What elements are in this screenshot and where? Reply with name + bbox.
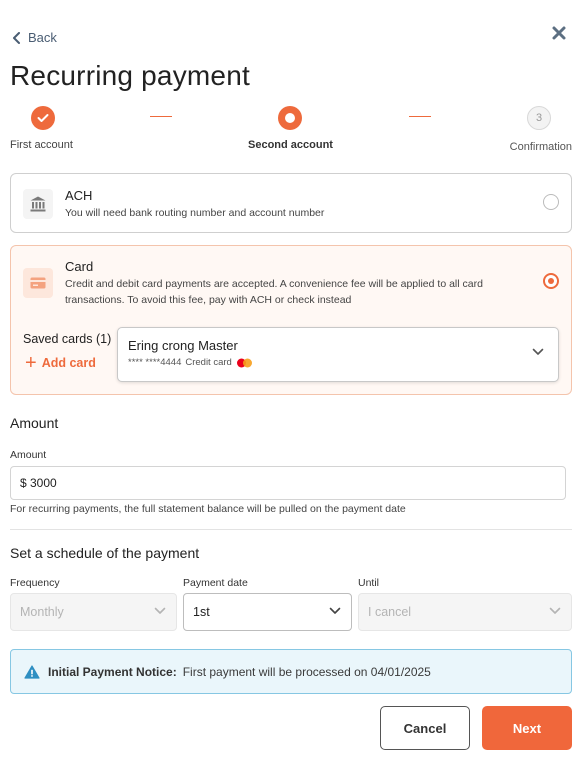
- payment-date-label: Payment date: [183, 577, 248, 589]
- step-connector: [150, 116, 172, 117]
- chevron-down-icon: [329, 607, 341, 615]
- notice-title: Initial Payment Notice:: [48, 664, 177, 679]
- frequency-value: Monthly: [20, 605, 64, 619]
- amount-section-title: Amount: [10, 415, 59, 431]
- payment-method-ach[interactable]: [10, 173, 572, 233]
- next-button[interactable]: Next: [482, 706, 572, 750]
- ach-title: ACH: [65, 188, 93, 203]
- chevron-down-icon: [549, 607, 561, 615]
- chevron-left-icon: [12, 32, 22, 44]
- frequency-label: Frequency: [10, 577, 60, 589]
- bank-icon: [23, 189, 53, 219]
- card-details: [128, 357, 253, 368]
- warning-icon: [24, 665, 40, 679]
- card-type: Credit card: [185, 357, 232, 368]
- step-current-indicator: [278, 106, 302, 130]
- step-number: 3: [527, 106, 551, 130]
- step-connector: [409, 116, 431, 117]
- amount-input[interactable]: $ 3000: [10, 466, 566, 500]
- step-label: Second account: [248, 139, 333, 151]
- step-confirmation: [510, 106, 572, 153]
- payment-date-value: 1st: [193, 605, 210, 619]
- plus-icon: +: [25, 352, 37, 374]
- until-select[interactable]: [358, 593, 572, 631]
- step-completed-check-icon: [31, 106, 55, 130]
- chevron-down-icon: [532, 348, 544, 356]
- until-value: I cancel: [368, 605, 412, 619]
- amount-field-label: Amount: [10, 449, 47, 461]
- frequency-select[interactable]: [10, 593, 177, 631]
- amount-hint: For recurring payments, the full statement balance will be pulled on the payment date: [10, 503, 406, 515]
- step-first-account: [10, 106, 73, 151]
- payment-method-card[interactable]: [10, 245, 572, 395]
- card-radio[interactable]: [543, 273, 559, 289]
- back-label: Back: [28, 30, 57, 45]
- chevron-down-icon: [154, 607, 166, 615]
- section-divider: [10, 529, 572, 530]
- mastercard-icon: [236, 358, 253, 368]
- step-label: First account: [10, 139, 73, 151]
- ach-radio[interactable]: [543, 194, 559, 210]
- add-card-label: Add card: [41, 356, 96, 370]
- saved-cards-count: (1): [95, 332, 112, 346]
- card-description: Credit and debit card payments are accepted. A convenience fee will be applied to all card transactions. To avoid this fee, pay with ACH or check instead: [65, 278, 483, 306]
- payment-date-select[interactable]: [183, 593, 352, 631]
- card-masked-number: **** ****4444: [128, 357, 182, 368]
- close-icon[interactable]: [550, 24, 568, 42]
- notice-text: First payment will be processed on 04/01/2025: [182, 664, 431, 679]
- until-label: Until: [358, 577, 380, 589]
- initial-payment-notice: [10, 649, 572, 694]
- schedule-section-title: Set a schedule of the payment: [10, 545, 200, 561]
- saved-cards-text: Saved cards: [23, 332, 93, 346]
- ach-description: You will need bank routing number and account number: [65, 207, 325, 219]
- saved-cards-label: [23, 332, 111, 346]
- card-title: Card: [65, 259, 94, 274]
- step-label: Confirmation: [509, 141, 572, 153]
- back-link[interactable]: [12, 30, 57, 45]
- card-holder-name: Ering crong Master: [128, 338, 238, 353]
- page-title: Recurring payment: [10, 60, 250, 91]
- add-card-button[interactable]: [25, 352, 96, 374]
- credit-card-icon: [23, 268, 53, 298]
- saved-card-select[interactable]: [117, 327, 559, 382]
- step-second-account: [248, 106, 333, 151]
- cancel-button[interactable]: Cancel: [380, 706, 470, 750]
